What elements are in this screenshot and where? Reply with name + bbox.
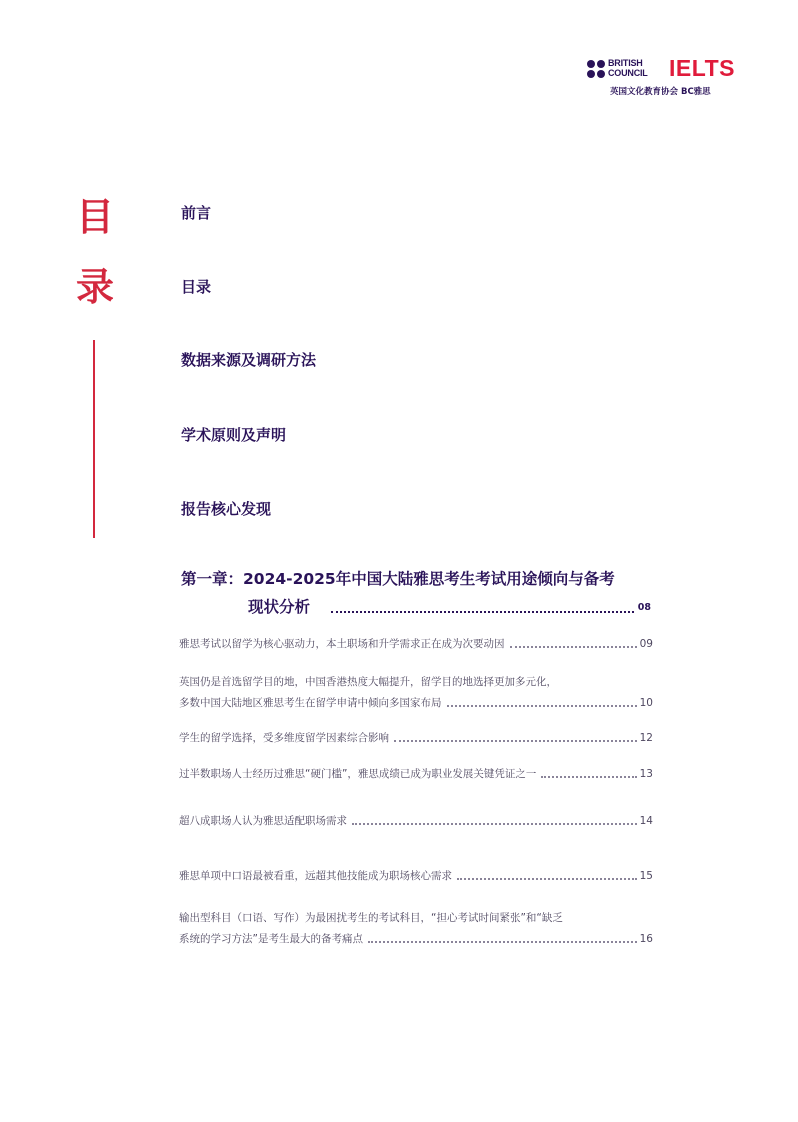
toc-item-principles[interactable]: 学术原则及声明 xyxy=(181,426,287,444)
page-number: 14 xyxy=(639,815,653,827)
page-number: 12 xyxy=(639,732,653,744)
toc-item-contents[interactable]: 目录 xyxy=(181,278,212,296)
toc-heading xyxy=(76,195,116,338)
dot-leader xyxy=(447,705,637,707)
toc-item-preface[interactable]: 前言 xyxy=(181,204,212,222)
toc-heading-char: 目 xyxy=(76,195,115,239)
toc-subitem[interactable] xyxy=(179,636,653,653)
page-number: 13 xyxy=(639,768,653,780)
header-logo xyxy=(587,55,739,104)
british-council-dots-icon xyxy=(587,60,605,78)
toc-subitem[interactable] xyxy=(179,730,653,747)
council-line: COUNCIL xyxy=(608,67,648,78)
subitem-text: 雅思考试以留学为核心驱动力，本土职场和升学需求正在成为次要动因 xyxy=(179,638,505,650)
page-number: 10 xyxy=(639,697,653,709)
subitem-text: 雅思单项中口语最被看重，远超其他技能成为职场核心需求 xyxy=(179,870,452,882)
vertical-divider xyxy=(93,340,95,538)
ielts-wordmark: IELTS xyxy=(669,55,735,81)
dot-leader xyxy=(394,740,637,742)
british-council-wordmark xyxy=(608,59,648,78)
dot-leader xyxy=(457,878,637,880)
toc-chapter-1[interactable] xyxy=(181,570,651,616)
toc-item-key-findings[interactable]: 报告核心发现 xyxy=(181,500,272,518)
subitem-text: 多数中国大陆地区雅思考生在留学申请中倾向多国家布局 xyxy=(179,697,442,709)
chapter-title-line1: 第一章：2024-2025年中国大陆雅思考生考试用途倾向与备考 xyxy=(181,570,615,588)
toc-item-methodology[interactable]: 数据来源及调研方法 xyxy=(181,351,317,369)
dot-leader xyxy=(510,646,637,648)
subitem-text: 超八成职场人认为雅思适配职场需求 xyxy=(179,815,347,827)
subitem-text: 过半数职场人士经历过雅思“硬门槛”，雅思成绩已成为职业发展关键凭证之一 xyxy=(179,768,537,780)
chapter-title-line2: 现状分析 xyxy=(248,598,311,616)
subitem-text: 英国仍是首选留学目的地，中国香港热度大幅提升，留学目的地选择更加多元化， xyxy=(179,676,557,688)
toc-subitem[interactable] xyxy=(179,674,653,712)
toc-subitem[interactable] xyxy=(179,813,653,830)
dot-leader xyxy=(331,611,634,613)
toc-subitem[interactable] xyxy=(179,766,653,783)
subitem-text: 输出型科目（口语、写作）为最困扰考生的考试科目，“担心考试时间紧张”和“缺乏 xyxy=(179,912,563,924)
dot-leader xyxy=(368,941,637,943)
page-number: 16 xyxy=(639,933,653,945)
toc-subitem[interactable] xyxy=(179,910,653,948)
page-number: 15 xyxy=(639,870,653,882)
british-line: BRITISH xyxy=(608,58,643,68)
subitem-text: 学生的留学选择，受多维度留学因素综合影响 xyxy=(179,732,389,744)
toc-subitem[interactable] xyxy=(179,868,653,885)
subitem-text: 系统的学习方法”是考生最大的备考痛点 xyxy=(179,933,363,945)
dot-leader xyxy=(352,823,637,825)
toc-heading-char: 录 xyxy=(76,265,115,309)
page-number: 09 xyxy=(639,638,653,650)
dot-leader xyxy=(541,776,636,778)
page-number: 08 xyxy=(637,602,651,613)
logo-subtitle: 英国文化教育协会 BC雅思 xyxy=(610,87,711,97)
